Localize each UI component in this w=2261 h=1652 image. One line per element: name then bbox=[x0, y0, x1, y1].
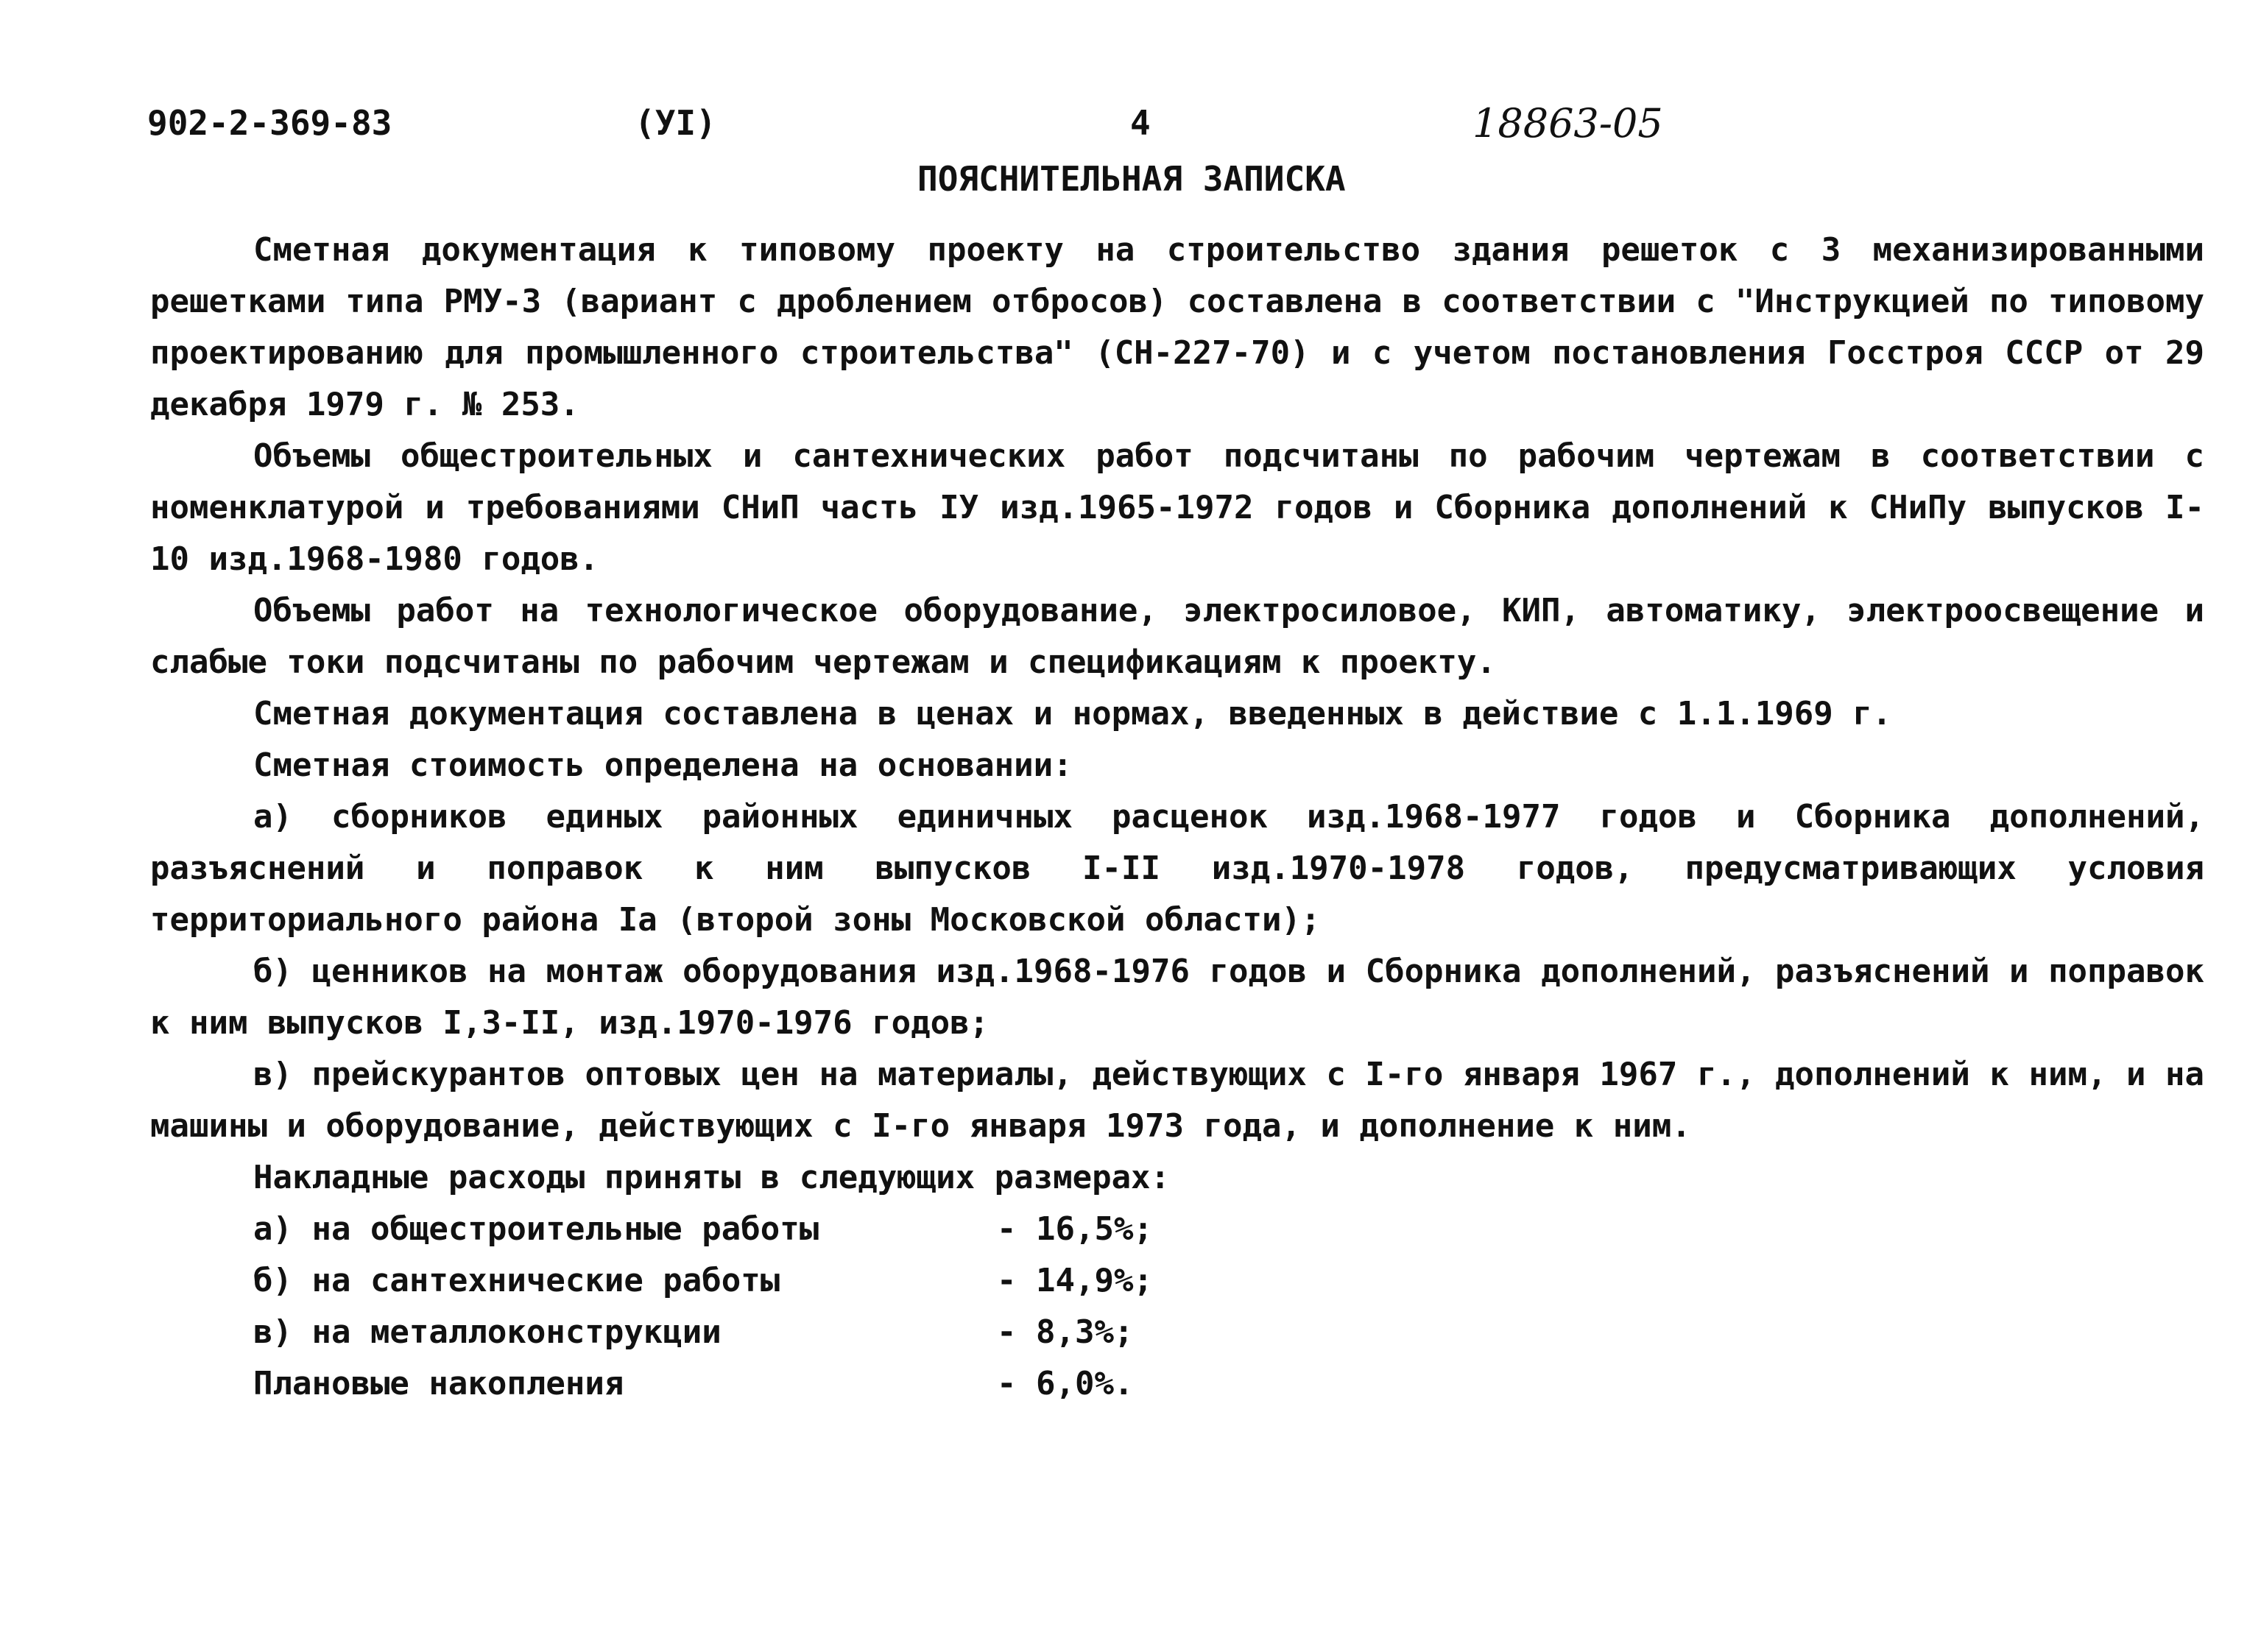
handwritten-archive-number: 18863-05 bbox=[1472, 100, 1663, 147]
paragraph-cost-basis: Сметная стоимость определена на основании: bbox=[253, 746, 1073, 784]
overhead-item-value: - 16,5%; bbox=[997, 1210, 1153, 1248]
explanatory-note-body bbox=[150, 225, 2204, 1410]
paragraph-volumes-construction: Объемы общестроительных и сантехнических работ подсчитаны по рабочим чертежам в соответствии с номенклатурой и требованиями СНиП часть IУ изд.1965-1972 годов и Сборника дополнений к СНиПу выпусков I-10 изд.1968-1980 годов. bbox=[150, 437, 2204, 578]
page-title: ПОЯСНИТЕЛЬНАЯ ЗАПИСКА bbox=[917, 159, 1346, 199]
overhead-item-label: а) на общестроительные работы bbox=[253, 1210, 819, 1248]
overhead-item-value: - 8,3%; bbox=[997, 1313, 1134, 1351]
overhead-item-label: б) на сантехнические работы bbox=[253, 1262, 780, 1299]
paragraph-volumes-equipment: Объемы работ на технологическое оборудование, электросиловое, КИП, автоматику, электроосвещение и слабые токи подсчитаны по рабочим чертежам и спецификациям к проекту. bbox=[150, 592, 2204, 681]
overhead-item bbox=[150, 1255, 2204, 1307]
paragraph-intro: Сметная документация к типовому проекту на строительство здания решеток с 3 механизированными решетками типа РМУ-3 (вариант с дроблением отбросов) составлена в соответствии с "Инструкцией по типовому проектированию для промышленного строительства" (СН-227-70) и с учетом постановления Госстроя СССР от 29 декабря 1979 г. № 253. bbox=[150, 231, 2204, 423]
paragraph-prices: Сметная документация составлена в ценах и нормах, введенных в действие с 1.1.1969 г. bbox=[253, 695, 1892, 733]
overhead-item-value: - 6,0%. bbox=[997, 1365, 1134, 1402]
section-mark: (УI) bbox=[635, 103, 716, 143]
page-number: 4 bbox=[1130, 103, 1151, 143]
overhead-item-label: Плановые накопления bbox=[253, 1365, 624, 1402]
overheads-intro: Накладные расходы приняты в следующих размерах: bbox=[253, 1159, 1171, 1196]
overhead-item-label: в) на металлоконструкции bbox=[253, 1313, 722, 1351]
paragraph-basis-b: б) ценников на монтаж оборудования изд.1968-1976 годов и Сборника дополнений, разъяснений и поправок к ним выпусков I,3-II, изд.1970-1976 годов; bbox=[150, 953, 2204, 1042]
paragraph-basis-c: в) прейскурантов оптовых цен на материалы, действующих с I-го января 1967 г., дополнений к ним, и на машины и оборудование, действующих с I-го января 1973 года, и дополнение к ним. bbox=[150, 1056, 2204, 1145]
overhead-item-value: - 14,9%; bbox=[997, 1262, 1153, 1299]
overhead-item bbox=[150, 1358, 2204, 1410]
overhead-item bbox=[150, 1307, 2204, 1358]
paragraph-basis-a: а) сборников единых районных единичных расценок изд.1968-1977 годов и Сборника дополнений, разъяснений и поправок к ним выпусков I-II изд.1970-1978 годов, предусматривающих условия территориального района Iа (второй зоны Московской области); bbox=[150, 798, 2204, 939]
overhead-item bbox=[150, 1204, 2204, 1255]
document-code: 902-2-369-83 bbox=[147, 103, 392, 143]
